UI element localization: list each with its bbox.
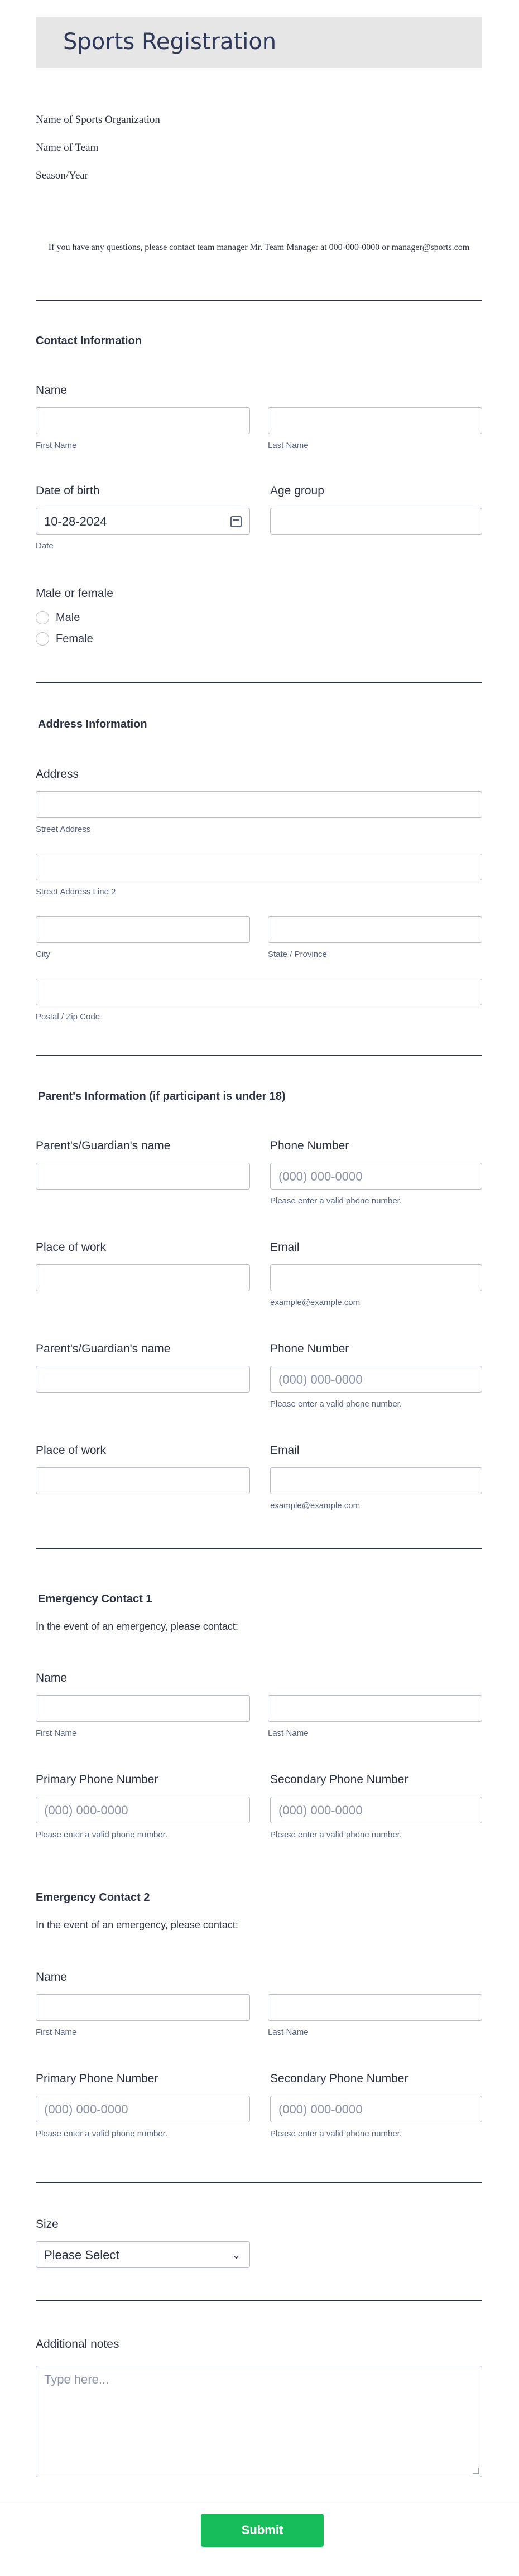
additional-notes-label: Additional notes — [36, 2338, 119, 2351]
city-input[interactable] — [36, 916, 250, 943]
phone-hint: Please enter a valid phone number. — [270, 1830, 402, 1840]
street-address-sublabel: Street Address — [36, 825, 91, 834]
phone-placeholder: (000) 000-0000 — [278, 2102, 363, 2116]
ec1-primary-phone-label: Primary Phone Number — [36, 1773, 158, 1786]
last-name-sublabel: Last Name — [268, 441, 309, 450]
phone-placeholder: (000) 000-0000 — [44, 1803, 128, 1817]
phone-hint: Please enter a valid phone number. — [36, 1830, 167, 1840]
divider — [36, 300, 482, 301]
ec2-primary-phone-label: Primary Phone Number — [36, 2072, 158, 2085]
email-label: Email — [270, 1444, 300, 1457]
place-of-work-input[interactable] — [36, 1467, 250, 1494]
city-sublabel: City — [36, 950, 50, 959]
dob-value: 10-28-2024 — [44, 514, 107, 528]
postal-code-sublabel: Postal / Zip Code — [36, 1012, 100, 1022]
dob-label: Date of birth — [36, 484, 100, 497]
guardian-name-input[interactable] — [36, 1163, 250, 1190]
emergency-contact-1-title: Emergency Contact 1 — [38, 1593, 152, 1605]
notes-placeholder: Type here... — [44, 2372, 109, 2386]
team-name: Name of Team — [36, 142, 99, 153]
contact-note: If you have any questions, please contact team manager Mr. Team Manager at 000-000-0000 or manager@sports.com — [48, 243, 470, 252]
email-hint: example@example.com — [270, 1501, 361, 1510]
phone-number-label: Phone Number — [270, 1342, 349, 1355]
size-select[interactable] — [36, 2241, 250, 2268]
size-selected-value: Please Select — [44, 2248, 119, 2262]
parent-section-title: Parent's Information (if participant is under 18) — [38, 1090, 286, 1102]
resize-handle-icon[interactable] — [473, 2468, 479, 2474]
phone-number-input[interactable] — [270, 1163, 482, 1190]
place-of-work-label: Place of work — [36, 1444, 107, 1457]
ec1-first-name-input[interactable] — [36, 1695, 250, 1722]
divider — [36, 682, 482, 683]
ec2-last-name-input[interactable] — [268, 1994, 482, 2021]
submit-button[interactable]: Submit — [201, 2514, 324, 2547]
page-title: Sports Registration — [63, 29, 277, 55]
first-name-sublabel: First Name — [36, 441, 77, 450]
phone-hint: Please enter a valid phone number. — [270, 1399, 402, 1409]
place-of-work-label: Place of work — [36, 1241, 107, 1254]
phone-placeholder: (000) 000-0000 — [278, 1169, 363, 1183]
additional-notes-textarea[interactable] — [36, 2366, 482, 2477]
ec1-last-name-sublabel: Last Name — [268, 1728, 309, 1738]
divider — [36, 2300, 482, 2301]
ec2-first-name-sublabel: First Name — [36, 2028, 77, 2037]
divider — [36, 2182, 482, 2183]
guardian-name-input[interactable] — [36, 1366, 250, 1393]
divider — [36, 1548, 482, 1549]
ec1-secondary-phone-label: Secondary Phone Number — [270, 1773, 409, 1786]
divider — [36, 1055, 482, 1056]
ec1-primary-phone-input[interactable] — [36, 1797, 250, 1823]
street-address-line2-sublabel: Street Address Line 2 — [36, 887, 116, 897]
contact-section-title: Contact Information — [36, 335, 142, 347]
email-input[interactable] — [270, 1467, 482, 1494]
phone-placeholder: (000) 000-0000 — [278, 1803, 363, 1817]
ec2-last-name-sublabel: Last Name — [268, 2028, 309, 2037]
calendar-icon[interactable] — [230, 516, 242, 527]
chevron-down-icon: ⌄ — [232, 2250, 241, 2261]
state-input[interactable] — [268, 916, 482, 943]
phone-hint: Please enter a valid phone number. — [270, 1196, 402, 1206]
dob-input[interactable] — [36, 508, 250, 535]
ec1-name-label: Name — [36, 1672, 68, 1684]
ec1-first-name-sublabel: First Name — [36, 1728, 77, 1738]
email-label: Email — [270, 1241, 300, 1254]
ec2-secondary-phone-label: Secondary Phone Number — [270, 2072, 409, 2085]
dob-sublabel: Date — [36, 541, 54, 551]
ec2-name-label: Name — [36, 1971, 68, 1983]
gender-label: Male or female — [36, 587, 113, 600]
ec2-first-name-input[interactable] — [36, 1994, 250, 2021]
phone-hint: Please enter a valid phone number. — [36, 2129, 167, 2139]
ec2-secondary-phone-input[interactable] — [270, 2096, 482, 2122]
male-option-label[interactable]: Male — [56, 612, 80, 624]
postal-code-input[interactable] — [36, 979, 482, 1005]
first-name-input[interactable] — [36, 407, 250, 434]
phone-number-input[interactable] — [270, 1366, 482, 1393]
address-section-title: Address Information — [38, 718, 147, 730]
guardian-name-label: Parent's/Guardian's name — [36, 1139, 171, 1152]
state-sublabel: State / Province — [268, 950, 327, 959]
email-input[interactable] — [270, 1264, 482, 1291]
emergency-contact-2-intro: In the event of an emergency, please contact: — [36, 1919, 238, 1930]
address-label: Address — [36, 768, 79, 781]
name-label: Name — [36, 384, 68, 397]
ec1-secondary-phone-input[interactable] — [270, 1797, 482, 1823]
ec2-primary-phone-input[interactable] — [36, 2096, 250, 2122]
street-address-input[interactable] — [36, 791, 482, 818]
female-radio[interactable] — [36, 632, 49, 646]
phone-hint: Please enter a valid phone number. — [270, 2129, 402, 2139]
age-group-input[interactable] — [270, 508, 482, 535]
phone-number-label: Phone Number — [270, 1139, 349, 1152]
guardian-name-label: Parent's/Guardian's name — [36, 1342, 171, 1355]
size-label: Size — [36, 2218, 59, 2231]
email-hint: example@example.com — [270, 1298, 361, 1307]
emergency-contact-2-title: Emergency Contact 2 — [36, 1891, 150, 1904]
place-of-work-input[interactable] — [36, 1264, 250, 1291]
emergency-contact-1-intro: In the event of an emergency, please contact: — [36, 1621, 238, 1632]
season-year: Season/Year — [36, 170, 89, 181]
last-name-input[interactable] — [268, 407, 482, 434]
street-address-line2-input[interactable] — [36, 854, 482, 880]
ec1-last-name-input[interactable] — [268, 1695, 482, 1722]
phone-placeholder: (000) 000-0000 — [44, 2102, 128, 2116]
phone-placeholder: (000) 000-0000 — [278, 1373, 363, 1386]
age-group-label: Age group — [270, 484, 324, 497]
male-radio[interactable] — [36, 611, 49, 624]
organization-name: Name of Sports Organization — [36, 114, 160, 126]
female-option-label[interactable]: Female — [56, 633, 93, 645]
